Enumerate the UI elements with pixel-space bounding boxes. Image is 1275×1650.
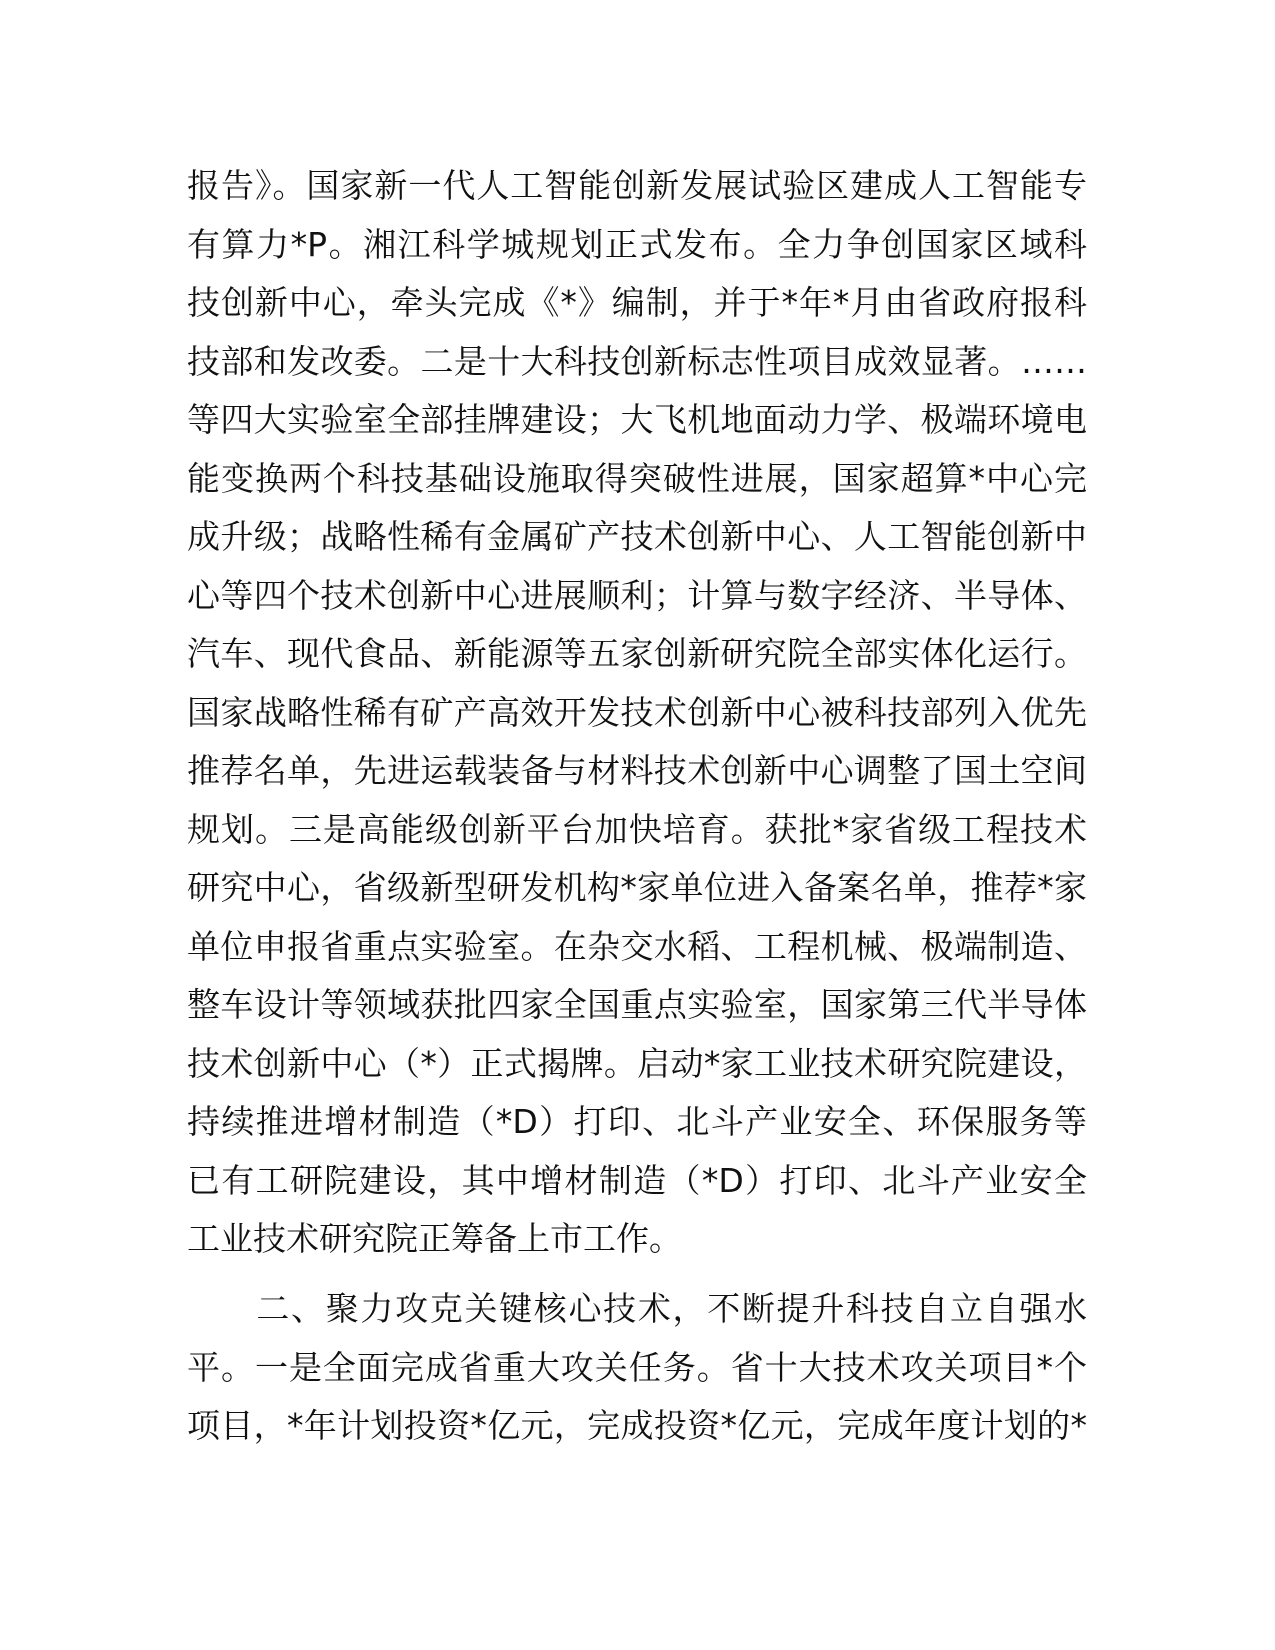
- text-line: 等四大实验室全部挂牌建设；大飞机地面动力学、极端环境电: [187, 400, 1087, 439]
- text-line: 推荐名单，先进运载装备与材料技术创新中心调整了国土空间: [187, 751, 1087, 790]
- section-heading-line: 二、聚力攻克关键核心技术，不断提升科技自立自强水: [187, 1289, 1087, 1328]
- text-line: 技创新中心，牵头完成《*》编制，并于*年*月由省政府报科: [187, 283, 1087, 322]
- text-line: 技部和发改委。二是十大科技创新标志性项目成效显著。……: [187, 341, 1087, 381]
- text-line: 有算力*P。湘江科学城规划正式发布。全力争创国家区域科: [187, 224, 1087, 264]
- text-line: 规划。三是高能级创新平台加快培育。获批*家省级工程技术: [187, 809, 1087, 849]
- text-line: 报告》。国家新一代人工智能创新发展试验区建成人工智能专: [187, 166, 1087, 205]
- paragraph-key-technologies: [187, 1280, 1087, 1456]
- paragraph-platforms: [187, 157, 1087, 1269]
- text-line: 已有工研院建设，其中增材制造（*D）打印、北斗产业安全: [187, 1160, 1087, 1200]
- text-line: 工业技术研究院正筹备上市工作。: [187, 1219, 682, 1258]
- text-line: 整车设计等领域获批四家全国重点实验室，国家第三代半导体: [187, 985, 1087, 1024]
- text-line: 汽车、现代食品、新能源等五家创新研究院全部实体化运行。: [187, 634, 1087, 673]
- text-line: 能变换两个科技基础设施取得突破性进展，国家超算*中心完: [187, 458, 1087, 498]
- text-line: 技术创新中心（*）正式揭牌。启动*家工业技术研究院建设，: [187, 1043, 1087, 1083]
- text-line: 研究中心，省级新型研发机构*家单位进入备案名单，推荐*家: [187, 868, 1087, 907]
- text-line: 平。一是全面完成省重大攻关任务。省十大技术攻关项目*个: [187, 1347, 1087, 1387]
- text-line: 心等四个技术创新中心进展顺利；计算与数字经济、半导体、: [187, 575, 1087, 615]
- text-line: 成升级；战略性稀有金属矿产技术创新中心、人工智能创新中: [187, 517, 1087, 556]
- text-line: 单位申报省重点实验室。在杂交水稻、工程机械、极端制造、: [187, 926, 1087, 966]
- text-line: 国家战略性稀有矿产高效开发技术创新中心被科技部列入优先: [187, 692, 1087, 732]
- text-line: 项目，*年计划投资*亿元，完成投资*亿元，完成年度计划的*: [187, 1406, 1087, 1445]
- text-line: 持续推进增材制造（*D）打印、北斗产业安全、环保服务等: [187, 1102, 1087, 1141]
